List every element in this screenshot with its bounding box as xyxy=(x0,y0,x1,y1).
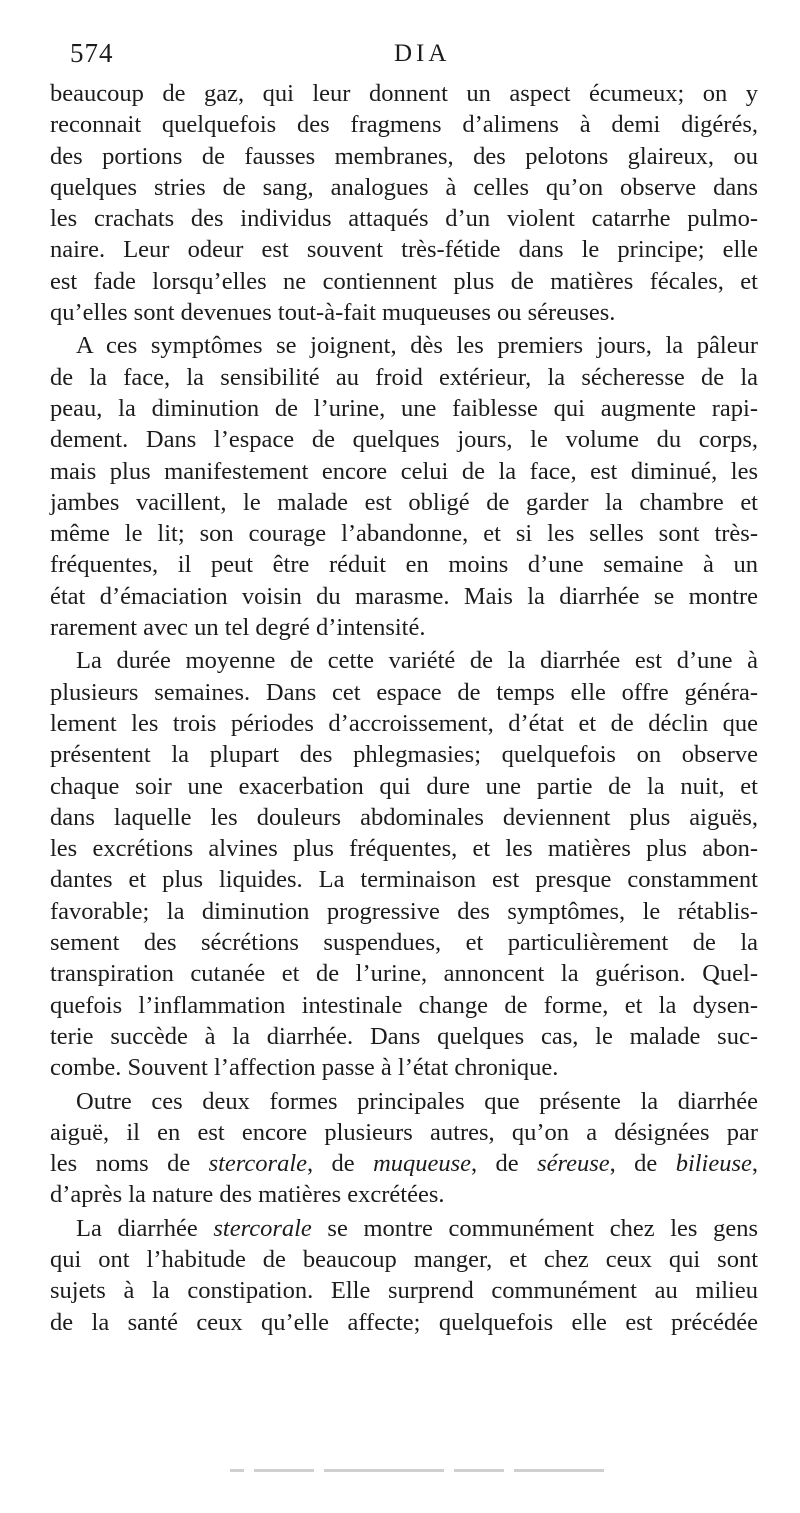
text-line: naire. Leur odeur est souvent très-fétide dans le principe; elle xyxy=(50,236,758,264)
text-line: favorable; la diminution progressive des symptômes, le rétablis- xyxy=(50,897,758,925)
text-line: terie succède à la diarrhée. Dans quelques cas, le malade suc- xyxy=(50,1022,758,1050)
text-run: , xyxy=(751,1150,759,1178)
italic-term: stercorale xyxy=(213,1214,312,1242)
text-line: de la santé ceux qu’elle affecte; quelquefois elle est précédée xyxy=(50,1308,758,1336)
text-line: les crachats des individus attaqués d’un violent catarrhe pulmo- xyxy=(50,205,758,233)
text-line: d’après la nature des matières excrétées. xyxy=(50,1181,445,1209)
running-head xyxy=(44,38,758,78)
text-run: se montre communément chez les gens xyxy=(311,1214,758,1242)
italic-term: séreuse xyxy=(537,1150,610,1178)
text-line: dans laquelle les douleurs abdominales deviennent plus aiguës, xyxy=(50,803,758,831)
scan-smudge-mark xyxy=(324,1469,444,1472)
paragraph-first-line: La durée moyenne de cette variété de la diarrhée est d’une à xyxy=(76,647,758,675)
text-line: présentent la plupart des phlegmasies; quelquefois on observe xyxy=(50,741,758,769)
italic-term: bilieuse xyxy=(675,1150,752,1178)
text-line: dantes et plus liquides. La terminaison est presque constamment xyxy=(50,866,758,894)
text-line: même le lit; son courage l’abandonne, et si les selles sont très- xyxy=(50,520,758,548)
text-run: , de xyxy=(307,1150,374,1178)
text-run: La diarrhée xyxy=(76,1214,214,1242)
text-run: les noms de xyxy=(50,1150,209,1178)
text-line: quelques stries de sang, analogues à celles qu’on observe dans xyxy=(50,173,758,201)
paragraph-first-line xyxy=(50,1213,758,1244)
body-text xyxy=(50,78,758,1338)
text-line: chaque soir une exacerbation qui dure une partie de la nuit, et xyxy=(50,772,758,800)
text-run: , de xyxy=(471,1150,538,1178)
text-line: aiguë, il en est encore plusieurs autres, qu’on a désignées par xyxy=(50,1118,758,1146)
text-line: reconnait quelquefois des fragmens d’alimens à demi digérés, xyxy=(50,111,758,139)
text-line: quefois l’inflammation intestinale change de forme, et la dysen- xyxy=(50,991,758,1019)
text-line: plusieurs semaines. Dans cet espace de temps elle offre généra- xyxy=(50,678,758,706)
scan-smudge-mark xyxy=(454,1469,504,1472)
text-line: de la face, la sensibilité au froid extérieur, la sécheresse de la xyxy=(50,363,758,391)
scan-smudge-mark xyxy=(514,1469,604,1472)
text-line-with-italics xyxy=(50,1148,758,1179)
text-line: sujets à la constipation. Elle surprend communément au milieu xyxy=(50,1277,758,1305)
scan-smudge xyxy=(230,1467,700,1473)
text-line: jambes vacillent, le malade est obligé de garder la chambre et xyxy=(50,488,758,516)
text-line: beaucoup de gaz, qui leur donnent un aspect écumeux; on y xyxy=(50,80,758,107)
text-line: combe. Souvent l’affection passe à l’état chronique. xyxy=(50,1054,559,1082)
paragraph-first-line: Outre ces deux formes principales que présente la diarrhée xyxy=(76,1087,758,1115)
text-line: qui ont l’habitude de beaucoup manger, et chez ceux qui sont xyxy=(50,1245,758,1273)
text-line: peau, la diminution de l’urine, une faiblesse qui augmente rapi- xyxy=(50,394,758,422)
text-run: , de xyxy=(609,1150,676,1178)
text-line: qu’elles sont devenues tout-à-fait muqueuses ou séreuses. xyxy=(50,299,616,327)
text-line: lement les trois périodes d’accroissement, d’état et de déclin que xyxy=(50,709,758,737)
text-line: des portions de fausses membranes, des pelotons glaireux, ou xyxy=(50,142,758,170)
text-line: rarement avec un tel degré d’intensité. xyxy=(50,614,426,642)
text-line: mais plus manifestement encore celui de la face, est diminué, les xyxy=(50,457,758,485)
text-line: est fade lorsqu’elles ne contiennent plus de matières fécales, et xyxy=(50,267,758,295)
text-line: fréquentes, il peut être réduit en moins d’une semaine à un xyxy=(50,551,758,579)
paragraph-first-line: A ces symptômes se joignent, dès les premiers jours, la pâleur xyxy=(76,332,758,360)
scan-smudge-mark xyxy=(230,1469,244,1472)
running-title: DIA xyxy=(394,40,451,67)
text-line: les excrétions alvines plus fréquentes, et les matières plus abon- xyxy=(50,835,758,863)
text-line: état d’émaciation voisin du marasme. Mais la diarrhée se montre xyxy=(50,582,758,610)
text-line: sement des sécrétions suspendues, et particulièrement de la xyxy=(50,929,758,957)
page-number: 574 xyxy=(70,38,114,68)
scan-smudge-mark xyxy=(254,1469,314,1472)
text-line: dement. Dans l’espace de quelques jours, le volume du corps, xyxy=(50,426,758,454)
italic-term: muqueuse xyxy=(373,1150,472,1178)
text-line: transpiration cutanée et de l’urine, annoncent la guérison. Quel- xyxy=(50,960,758,988)
italic-term: stercorale xyxy=(208,1150,308,1178)
